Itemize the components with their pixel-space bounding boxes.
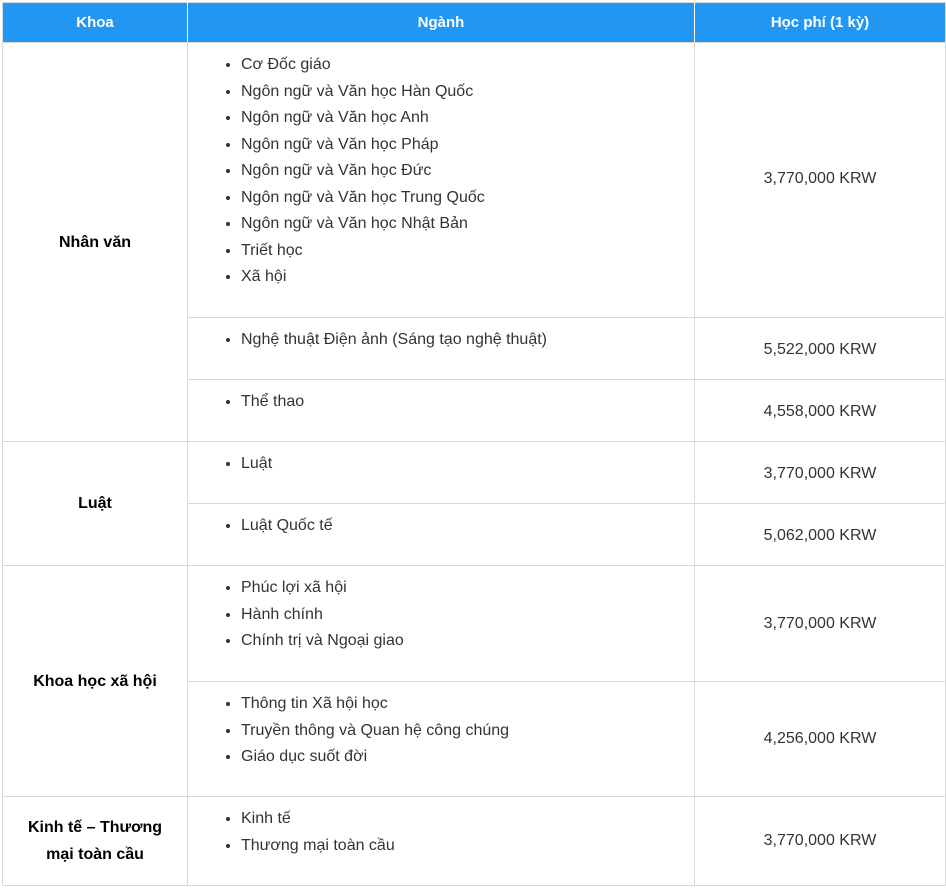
major-item: • Kinh tế — [241, 806, 694, 833]
header-tuition: Học phí (1 kỳ) — [695, 3, 946, 43]
major-item: • Hành chính — [241, 602, 694, 629]
major-item: • Truyền thông và Quan hệ công chúng — [241, 718, 694, 745]
major-item: • Nghệ thuật Điện ảnh (Sáng tạo nghệ thuật) — [241, 327, 694, 354]
major-item: • Ngôn ngữ và Văn học Anh — [241, 105, 694, 132]
majors-cell — [188, 43, 695, 318]
faculty-cell: Luật — [3, 442, 188, 566]
major-item: • Cơ Đốc giáo — [241, 52, 694, 79]
faculty-cell: Nhân văn — [3, 43, 188, 442]
major-item: • Chính trị và Ngoại giao — [241, 628, 694, 655]
majors-cell — [188, 797, 695, 886]
major-list — [188, 513, 694, 540]
header-major: Ngành — [188, 3, 695, 43]
majors-cell — [188, 318, 695, 380]
major-item: • Ngôn ngữ và Văn học Pháp — [241, 132, 694, 159]
major-list — [188, 575, 694, 655]
major-item: • Thương mại toàn cầu — [241, 833, 694, 860]
major-item: • Xã hội — [241, 264, 694, 291]
fee-cell: 3,770,000 KRW — [695, 43, 946, 318]
table-row — [3, 43, 946, 318]
major-item: • Thông tin Xã hội học — [241, 691, 694, 718]
major-list — [188, 327, 694, 354]
fee-cell: 3,770,000 KRW — [695, 797, 946, 886]
major-item: • Ngôn ngữ và Văn học Hàn Quốc — [241, 79, 694, 106]
major-item: • Luật — [241, 451, 694, 478]
tuition-table — [2, 2, 946, 886]
major-item: • Luật Quốc tế — [241, 513, 694, 540]
major-item: • Ngôn ngữ và Văn học Nhật Bản — [241, 211, 694, 238]
major-item: • Ngôn ngữ và Văn học Đức — [241, 158, 694, 185]
fee-cell: 4,256,000 KRW — [695, 682, 946, 797]
table-row — [3, 797, 946, 886]
fee-cell: 5,522,000 KRW — [695, 318, 946, 380]
major-list — [188, 806, 694, 859]
majors-cell — [188, 504, 695, 566]
faculty-cell: Khoa học xã hội — [3, 566, 188, 797]
faculty-cell: Kinh tế – Thương mại toàn cầu — [3, 797, 188, 886]
table-row — [3, 566, 946, 682]
major-list — [188, 691, 694, 771]
major-list — [188, 451, 694, 478]
fee-cell: 5,062,000 KRW — [695, 504, 946, 566]
majors-cell — [188, 682, 695, 797]
fee-cell: 3,770,000 KRW — [695, 442, 946, 504]
majors-cell — [188, 566, 695, 682]
major-item: • Triết học — [241, 238, 694, 265]
majors-cell — [188, 442, 695, 504]
table-row — [3, 442, 946, 504]
major-item: • Ngôn ngữ và Văn học Trung Quốc — [241, 185, 694, 212]
header-row — [3, 3, 946, 43]
major-list — [188, 389, 694, 416]
fee-cell: 3,770,000 KRW — [695, 566, 946, 682]
major-item: • Giáo dục suốt đời — [241, 744, 694, 771]
header-faculty: Khoa — [3, 3, 188, 43]
major-item: • Phúc lợi xã hội — [241, 575, 694, 602]
major-list — [188, 52, 694, 291]
fee-cell: 4,558,000 KRW — [695, 380, 946, 442]
major-item: • Thể thao — [241, 389, 694, 416]
majors-cell — [188, 380, 695, 442]
